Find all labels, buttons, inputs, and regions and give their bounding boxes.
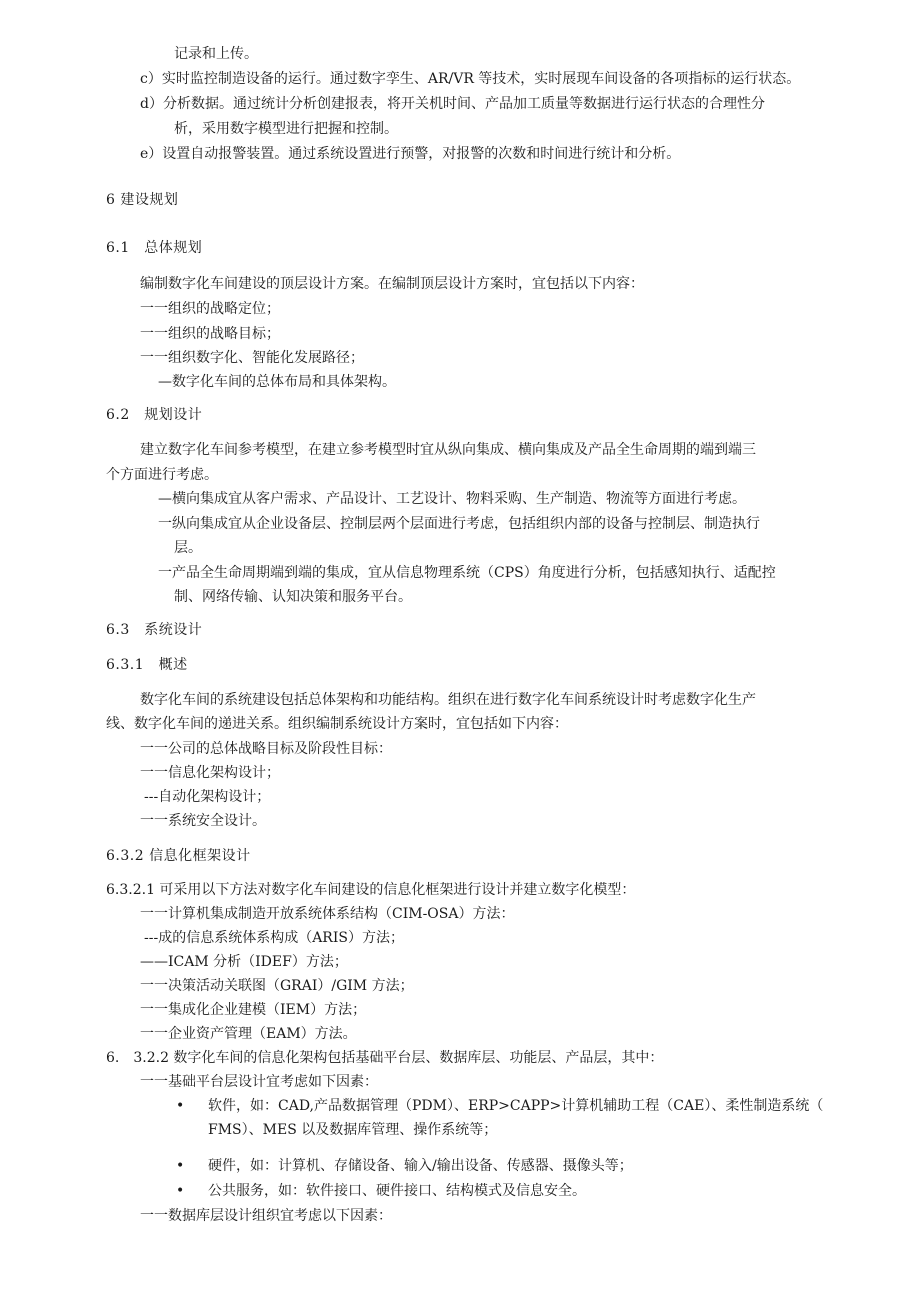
paragraph: 编制数字化车间建设的顶层设计方案。在编制顶层设计方案时，宜包括以下内容： xyxy=(140,276,644,292)
paragraph-cont: 个方面进行考虑。 xyxy=(106,467,218,483)
section-heading-6-3-1: 6.3.1 概述 xyxy=(106,657,188,673)
bullet-item: 公共服务，如：软件接口、硬件接口、结构模式及信息安全。 xyxy=(208,1183,586,1199)
dash-item: —数字化车间的总体布局和具体架构。 xyxy=(158,374,396,390)
text-line: 记录和上传。 xyxy=(174,46,258,62)
list-item-e: e）设置自动报警装置。通过系统设置进行预警，对报警的次数和时间进行统计和分析。 xyxy=(140,146,681,162)
paragraph: 建立数字化车间参考模型，在建立参考模型时宜从纵向集成、横向集成及产品全生命周期的端到端三 xyxy=(140,442,756,458)
dash-item: ---成的信息系统体系构成（ARIS）方法； xyxy=(144,930,404,946)
bullet-item: 软件，如：CAD,产品数据管理（PDM）、ERP>CAPP>计算机辅助工程（CAE）、柔性制造系统（ xyxy=(208,1098,824,1114)
dash-item: 一一信息化架构设计； xyxy=(140,765,280,781)
dash-item: 一一集成化企业建模（IEM）方法； xyxy=(140,1002,367,1018)
paragraph: 数字化车间的系统建设包括总体架构和功能结构。组织在进行数字化车间系统设计时考虑数字化生产 xyxy=(140,692,756,708)
dash-item-cont: 层。 xyxy=(174,540,202,556)
section-heading-6: 6 建设规划 xyxy=(106,192,179,208)
bullet-icon: • xyxy=(176,1098,185,1114)
dash-item-cont: 制、网络传输、认知决策和服务平台。 xyxy=(174,589,412,605)
dash-item: 一一基础平台层设计宜考虑如下因素： xyxy=(140,1074,378,1090)
section-heading-6-1: 6.1 总体规划 xyxy=(106,240,203,256)
list-item-d: d）分析数据。通过统计分析创建报表，将开关机时间、产品加工质量等数据进行运行状态的合理性分 xyxy=(140,96,765,112)
dash-item: 一一公司的总体战略目标及阶段性目标： xyxy=(140,741,392,757)
bullet-icon: • xyxy=(176,1183,185,1199)
section-heading-6-3-2: 6.3.2 信息化框架设计 xyxy=(106,848,251,864)
clause-6-3-2-1: 6.3.2.1 可采用以下方法对数字化车间建设的信息化框架进行设计并建立数字化模型： xyxy=(106,882,636,898)
dash-item: —横向集成宜从客户需求、产品设计、工艺设计、物料采购、生产制造、物流等方面进行考虑。 xyxy=(158,491,746,507)
section-heading-6-3: 6.3 系统设计 xyxy=(106,622,203,638)
dash-item: 一一组织的战略定位； xyxy=(140,301,280,317)
dash-item: 一纵向集成宜从企业设备层、控制层两个层面进行考虑，包括组织内部的设备与控制层、制造执行 xyxy=(158,516,760,532)
dash-item: 一一组织的战略目标； xyxy=(140,326,280,342)
dash-item: ---自动化架构设计； xyxy=(144,789,271,805)
section-heading-6-2: 6.2 规划设计 xyxy=(106,407,203,423)
dash-item: ——ICAM 分析（IDEF）方法； xyxy=(140,954,348,970)
clause-6-3-2-2: 6. 3.2.2 数字化车间的信息化架构包括基础平台层、数据库层、功能层、产品层，其中： xyxy=(106,1050,664,1066)
dash-item: 一产品全生命周期端到端的集成，宜从信息物理系统（CPS）角度进行分析，包括感知执行、适配控 xyxy=(158,565,776,581)
dash-item: 一一计算机集成制造开放系统体系结构（CIM-OSA）方法： xyxy=(140,906,515,922)
paragraph-cont: 线、数字化车间的递进关系。组织编制系统设计方案时，宜包括如下内容： xyxy=(106,716,568,732)
dash-item: 一一数据库层设计组织宜考虑以下因素： xyxy=(140,1208,392,1224)
list-item-c: c）实时监控制造设备的运行。通过数字孪生、AR/VR 等技术，实时展现车间设备的各项指标的运行状态。 xyxy=(140,71,801,87)
list-item-d-cont: 析，采用数字模型进行把握和控制。 xyxy=(174,121,398,137)
dash-item: 一一系统安全设计。 xyxy=(140,813,266,829)
bullet-item: 硬件，如：计算机、存储设备、输入/输出设备、传感器、摄像头等； xyxy=(208,1158,633,1174)
dash-item: 一一决策活动关联图（GRAI）/GIM 方法； xyxy=(140,978,414,994)
bullet-icon: • xyxy=(176,1158,185,1174)
dash-item: 一一企业资产管理（EAM）方法。 xyxy=(140,1026,357,1042)
bullet-item-cont: FMS）、MES 以及数据库管理、操作系统等； xyxy=(208,1122,498,1138)
dash-item: 一一组织数字化、智能化发展路径； xyxy=(140,350,364,366)
